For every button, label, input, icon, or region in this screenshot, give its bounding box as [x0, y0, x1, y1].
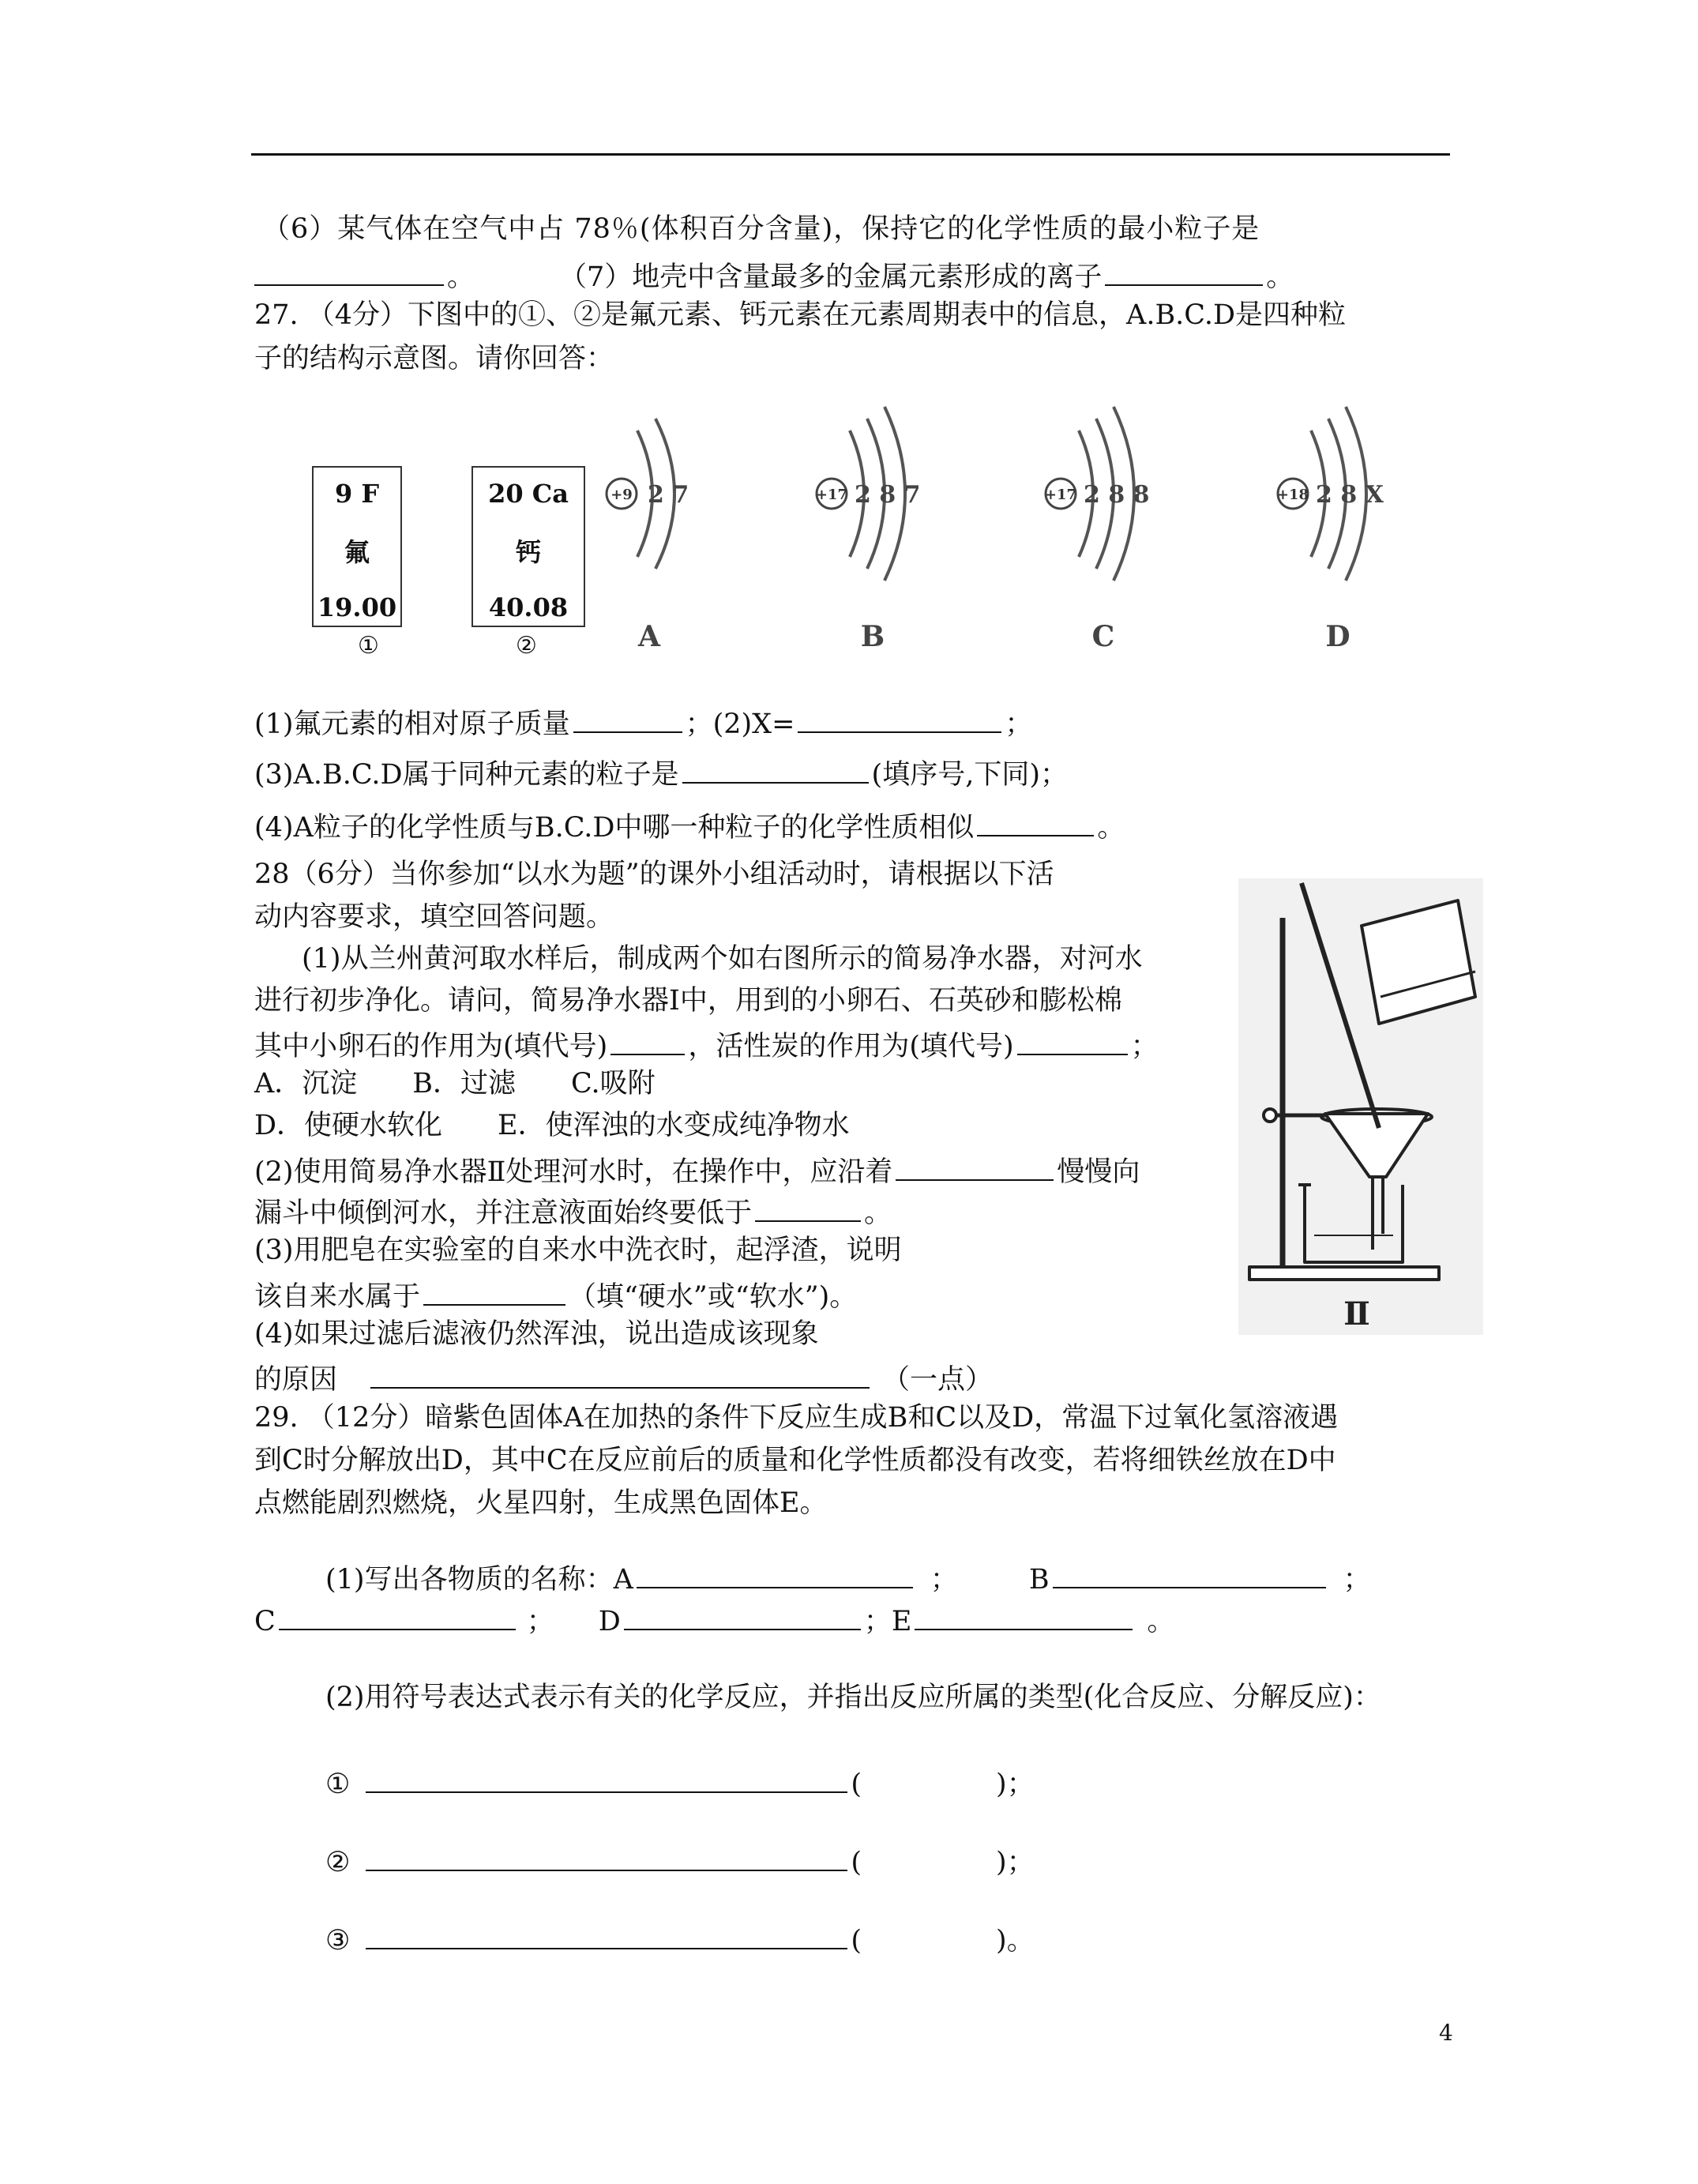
shell-electrons: 2 8 X	[1316, 481, 1384, 509]
element-number-symbol: 9 F	[334, 479, 380, 509]
q28-p3b-end: （填“硬水”或“软水”)。	[569, 1281, 858, 1313]
nucleus-charge: +17	[815, 487, 848, 503]
q29-n2-semi2: ；E	[863, 1606, 912, 1637]
answer-blank[interactable]	[610, 1028, 685, 1055]
q27-q3-end: (填序号,下同)；	[871, 759, 1068, 791]
q28-p4a: (4)如果过滤后滤液仍然浑浊，说出造成该现象	[254, 1318, 819, 1350]
q29-stem1: 29. （12分）暗紫色固体A在加热的条件下反应生成B和C以及D，常温下过氧化氢溶液遇	[254, 1402, 1339, 1434]
element-mass: 40.08	[488, 592, 569, 622]
q28-stem2: 动内容要求，填空回答问题。	[254, 901, 614, 933]
element-card-fluorine	[312, 466, 402, 627]
q29-p2: (2)用符号表达式表示有关的化学反应，并指出反应所属的类型(化合反应、分解反应)：	[325, 1682, 1381, 1713]
q27-q1-end: ；	[1005, 709, 1033, 740]
q26-line6b-end: 。	[447, 261, 475, 293]
q27-q3	[254, 757, 1068, 789]
q28-p2b	[254, 1195, 892, 1227]
q27-stem1: 27. （4分）下图中的①、②是氟元素、钙元素在元素周期表中的信息，A.B.C.D是四种粒	[254, 299, 1347, 331]
particle-label: A	[638, 620, 660, 653]
element-mark: ②	[516, 632, 537, 660]
q28-p3b-text: 该自来水属于	[254, 1281, 421, 1313]
q28-p2b-text: 漏斗中倾倒河水，并注意液面始终要低于	[254, 1197, 753, 1229]
q28-p4b-end: （一点）	[882, 1364, 994, 1396]
q29-n2	[254, 1603, 1174, 1636]
figure-label: Ⅱ	[1343, 1295, 1370, 1333]
q27-q4-text: (4)A粒子的化学性质与B.C.D中哪一种粒子的化学性质相似	[254, 812, 975, 844]
q27-stem2: 子的结构示意图。请你回答：	[254, 343, 614, 374]
nucleus-charge: +17	[1044, 487, 1077, 503]
answer-blank[interactable]	[573, 706, 682, 733]
reaction-end: ；	[1006, 1847, 1035, 1878]
q28-p2a-text: (2)使用简易净水器Ⅱ处理河水时，在操作中，应沿着	[254, 1156, 893, 1188]
answer-blank[interactable]	[755, 1195, 861, 1222]
reaction-line-1	[325, 1766, 1035, 1799]
particle-diagrams	[600, 399, 1390, 660]
page-number: 4	[1439, 2020, 1453, 2046]
q29-stem3: 点燃能剧烈燃烧，火星四射，生成黑色固体E。	[254, 1487, 828, 1519]
q28-p1a: (1)从兰州黄河取水样后，制成两个如右图所示的简易净水器，对河水	[302, 943, 1143, 975]
answer-blank-b[interactable]	[1053, 1562, 1326, 1588]
element-number-symbol: 20 Ca	[488, 479, 569, 509]
answer-blank[interactable]	[682, 757, 869, 784]
reaction-line-2	[325, 1844, 1035, 1877]
element-name: 钙	[515, 537, 541, 567]
q29-n2-d: D	[598, 1606, 621, 1637]
answer-blank[interactable]	[254, 259, 444, 286]
q29-n1-end: ；	[1343, 1564, 1371, 1596]
paren-open: (	[851, 1925, 862, 1957]
element-mark: ①	[358, 632, 379, 660]
header-rule	[251, 153, 1450, 156]
q29-n2-semi1: ；	[526, 1606, 554, 1637]
paren-open: (	[851, 1847, 862, 1878]
q26-line6a: （6）某气体在空气中占 78％(体积百分含量)，保持它的化学性质的最小粒子是	[262, 213, 1260, 245]
q28-stem1: 28（6分）当你参加“以水为题”的课外小组活动时，请根据以下活	[254, 859, 1054, 890]
reaction-equation-blank[interactable]	[366, 1844, 847, 1871]
q29-n1	[325, 1562, 1371, 1594]
answer-blank-c[interactable]	[279, 1603, 516, 1630]
q26-line6b	[254, 259, 475, 291]
answer-blank[interactable]	[1105, 259, 1263, 286]
q29-n1-text: (1)写出各物质的名称：A	[325, 1564, 633, 1596]
q28-p3b	[254, 1279, 857, 1311]
q27-q4	[254, 810, 1125, 842]
q28-p1c-end: ；	[1130, 1031, 1159, 1062]
q27-q1	[254, 706, 1032, 739]
q28-p4b	[254, 1362, 993, 1394]
answer-blank[interactable]	[423, 1279, 565, 1306]
paren-close: )	[996, 1769, 1007, 1800]
q28-p2a-end: 慢慢向	[1057, 1156, 1140, 1188]
q27-q4-end: 。	[1097, 812, 1125, 844]
element-card-calcium	[471, 466, 585, 627]
reaction-equation-blank[interactable]	[366, 1923, 847, 1949]
q27-q3-text: (3)A.B.C.D属于同种元素的粒子是	[254, 759, 679, 791]
shell-electrons: 2 8 8	[1084, 481, 1150, 509]
answer-blank[interactable]	[1017, 1028, 1128, 1055]
paren-close: )	[996, 1925, 1007, 1957]
nucleus-charge: +18	[1276, 487, 1309, 503]
shell-electrons: 2 7	[648, 481, 689, 509]
q26-line7-end: 。	[1266, 261, 1294, 293]
q28-p1c-mid: ，活性炭的作用为(填代号)	[688, 1031, 1014, 1062]
answer-blank-a[interactable]	[637, 1562, 913, 1588]
q28-p1c	[254, 1028, 1159, 1061]
reaction-mark: ③	[325, 1925, 351, 1957]
answer-blank[interactable]	[370, 1362, 870, 1389]
element-mass: 19.00	[317, 592, 397, 622]
answer-blank[interactable]	[896, 1154, 1054, 1181]
q28-p2b-end: 。	[864, 1197, 892, 1229]
q29-stem2: 到C时分解放出D，其中C在反应前后的质量和化学性质都没有改变，若将细铁丝放在D中	[254, 1445, 1336, 1476]
q26-line7-text: （7）地壳中含量最多的金属元素形成的离子	[559, 261, 1103, 293]
q28-p2a	[254, 1154, 1140, 1186]
nucleus-charge: +9	[610, 487, 633, 503]
answer-blank-e[interactable]	[915, 1603, 1133, 1630]
q29-n2-end: 。	[1147, 1606, 1175, 1637]
q28-p4b-text: 的原因	[254, 1364, 338, 1396]
particle-label: D	[1325, 620, 1351, 653]
q29-n1-semi: ；	[930, 1564, 958, 1596]
q28-p1b: 进行初步净化。请问，简易净水器Ⅰ中，用到的小卵石、石英砂和膨松棉	[254, 985, 1122, 1017]
q28-options1: A．沉淀 B．过滤 C.吸附	[254, 1068, 656, 1100]
reaction-end: ；	[1006, 1769, 1035, 1800]
q28-options2: D．使硬水软化 E．使浑浊的水变成纯净物水	[254, 1110, 850, 1141]
filtration-apparatus-figure	[1238, 878, 1483, 1335]
q26-line7	[559, 259, 1294, 291]
paren-close: )	[996, 1847, 1007, 1878]
reaction-mark: ①	[325, 1769, 351, 1800]
answer-blank[interactable]	[798, 706, 1001, 733]
q28-p1c-text: 其中小卵石的作用为(填代号)	[254, 1031, 608, 1062]
paren-open: (	[851, 1769, 862, 1800]
answer-blank-d[interactable]	[624, 1603, 861, 1630]
shell-electrons: 2 8 7	[855, 481, 921, 509]
reaction-end: 。	[1006, 1925, 1035, 1957]
answer-blank[interactable]	[977, 810, 1094, 836]
q29-n2-c: C	[254, 1606, 276, 1637]
q29-n1-b: B	[1028, 1564, 1050, 1596]
element-name: 氟	[344, 537, 370, 567]
reaction-line-3	[325, 1923, 1035, 1955]
q28-p3a: (3)用肥皂在实验室的自来水中洗衣时，起浮渣，说明	[254, 1235, 902, 1266]
particle-label: B	[860, 620, 885, 653]
reaction-equation-blank[interactable]	[366, 1766, 847, 1793]
reaction-mark: ②	[325, 1847, 351, 1878]
particle-label: C	[1091, 620, 1115, 653]
q27-q1-text: (1)氟元素的相对原子质量	[254, 709, 570, 740]
q27-q2-text: ；(2)X=	[685, 709, 795, 740]
